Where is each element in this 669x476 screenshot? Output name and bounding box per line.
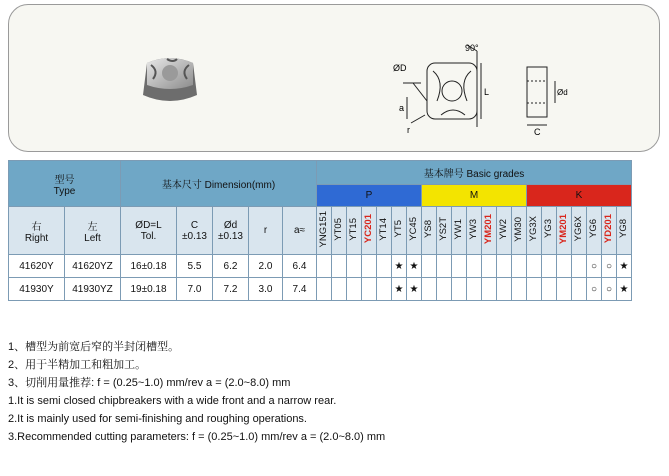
angle-label: 90° (465, 43, 479, 53)
grade-header (497, 207, 512, 255)
grade-header (422, 207, 437, 255)
grades-header: 基本牌号 Basic grades (317, 161, 632, 185)
d-cell: 6.2 (213, 255, 249, 278)
grade-mark-cell (347, 255, 362, 278)
grade-mark-cell (557, 278, 572, 301)
grade-header (482, 207, 497, 255)
grade-header (527, 207, 542, 255)
grade-header (617, 207, 632, 255)
group-p: P (317, 185, 422, 207)
note-cn-1: 1、槽型为前宽后窄的半封闭槽型。 (8, 341, 180, 353)
c-cell: 7.0 (177, 278, 213, 301)
grade-header (377, 207, 392, 255)
grade-mark-cell: ★ (407, 278, 422, 301)
grade-label: YM201 (558, 213, 569, 245)
grade-label: YG6 (588, 219, 599, 239)
grade-mark-cell (497, 278, 512, 301)
grade-mark-cell: ○ (602, 255, 617, 278)
grade-mark-cell: ★ (407, 255, 422, 278)
grade-mark-cell (437, 278, 452, 301)
grade-label: YT5 (393, 220, 404, 238)
grade-header (332, 207, 347, 255)
grade-mark-cell: ○ (587, 255, 602, 278)
dl-cell: 16±0.18 (121, 255, 177, 278)
notes (8, 338, 385, 446)
d-cell: 7.2 (213, 278, 249, 301)
grade-label: YG8 (618, 219, 629, 239)
grade-mark-cell (422, 278, 437, 301)
grade-header (557, 207, 572, 255)
grade-label: YC201 (363, 214, 374, 244)
c-header: C ±0.13 (177, 207, 213, 255)
grade-label: YT05 (333, 217, 344, 241)
phi-d-label: ØD (393, 63, 407, 73)
grade-mark-cell: ★ (392, 255, 407, 278)
grade-mark-cell (467, 255, 482, 278)
grade-label: YW2 (498, 218, 509, 240)
insert-photo (137, 49, 203, 115)
grade-mark-cell (377, 278, 392, 301)
grade-mark-cell (482, 255, 497, 278)
grade-label: YG3 (543, 219, 554, 239)
grade-label: YC45 (408, 217, 419, 241)
note-en-2: 2.It is mainly used for semi-finishing and roughing operations. (8, 413, 307, 425)
grade-label: YS2T (438, 217, 449, 241)
a-cell: 7.4 (283, 278, 317, 301)
grade-mark-cell (527, 278, 542, 301)
grade-mark-cell (452, 278, 467, 301)
left-header: 左 Left (65, 207, 121, 255)
grade-mark-cell: ★ (617, 255, 632, 278)
grade-mark-cell (512, 255, 527, 278)
grade-mark-cell (362, 255, 377, 278)
grade-header (392, 207, 407, 255)
note-cn-3: 3、切削用量推荐: f = (0.25~1.0) mm/rev a = (2.0~8.0) mm (8, 377, 291, 389)
group-k: K (527, 185, 632, 207)
grade-mark-cell (317, 255, 332, 278)
r-label: r (407, 125, 410, 135)
dimension-header: 基本尺寸 Dimension(mm) (121, 161, 317, 207)
grade-header (317, 207, 332, 255)
grade-mark-cell (557, 255, 572, 278)
grade-header (602, 207, 617, 255)
note-en-3: 3.Recommended cutting parameters: f = (0.25~1.0) mm/rev a = (2.0~8.0) mm (8, 431, 386, 443)
right-header: 右 Right (9, 207, 65, 255)
left-cell: 41620YZ (65, 255, 121, 278)
grade-label: YT15 (348, 217, 359, 241)
note-cn-2: 2、用于半精加工和粗加工。 (8, 359, 147, 371)
phi-d-small-label: Ød (557, 88, 568, 97)
grade-label: YM201 (483, 213, 494, 245)
grade-header (512, 207, 527, 255)
grade-label: YT14 (378, 217, 389, 241)
grade-header (572, 207, 587, 255)
right-cell: 41930Y (9, 278, 65, 301)
dl-header: ØD=L Tol. (121, 207, 177, 255)
a-cell: 6.4 (283, 255, 317, 278)
left-cell: 41930YZ (65, 278, 121, 301)
type-header: 型号 Type (9, 161, 121, 207)
product-image-panel (8, 4, 660, 152)
group-m: M (422, 185, 527, 207)
grade-label: YG6X (573, 216, 584, 242)
grade-mark-cell (347, 278, 362, 301)
a-label: a (399, 103, 405, 113)
grade-mark-cell (542, 255, 557, 278)
grade-mark-cell (542, 278, 557, 301)
c-label: C (534, 127, 541, 137)
grade-label: YD201 (603, 214, 614, 244)
grade-header (452, 207, 467, 255)
grade-mark-cell: ○ (602, 278, 617, 301)
grade-label: YW3 (468, 218, 479, 240)
grade-mark-cell (332, 255, 347, 278)
grade-mark-cell (317, 278, 332, 301)
d-header: Ød ±0.13 (213, 207, 249, 255)
grade-mark-cell (482, 278, 497, 301)
c-cell: 5.5 (177, 255, 213, 278)
grade-header (587, 207, 602, 255)
grade-mark-cell (377, 255, 392, 278)
grade-header (407, 207, 422, 255)
grade-label: YS8 (423, 220, 434, 238)
a-header: a≈ (283, 207, 317, 255)
grade-mark-cell (512, 278, 527, 301)
grade-label: YM30 (513, 216, 524, 242)
technical-drawing (381, 41, 601, 145)
r-cell: 2.0 (249, 255, 283, 278)
grade-mark-cell: ○ (587, 278, 602, 301)
grade-mark-cell (572, 255, 587, 278)
grade-header (362, 207, 377, 255)
grade-label: YW1 (453, 218, 464, 240)
grades-table (8, 160, 632, 301)
note-en-1: 1.It is semi closed chipbreakers with a wide front and a narrow rear. (8, 395, 337, 407)
l-label: L (484, 87, 490, 97)
grade-mark-cell (452, 255, 467, 278)
grade-mark-cell (467, 278, 482, 301)
grade-mark-cell: ★ (617, 278, 632, 301)
grade-mark-cell (527, 255, 542, 278)
r-cell: 3.0 (249, 278, 283, 301)
grade-header (542, 207, 557, 255)
grade-mark-cell (572, 278, 587, 301)
grade-label: YNG151 (318, 210, 329, 248)
grade-header (437, 207, 452, 255)
grade-mark-cell (332, 278, 347, 301)
grade-label: YG3X (528, 216, 539, 242)
grade-mark-cell (437, 255, 452, 278)
grade-mark-cell: ★ (392, 278, 407, 301)
r-header: r (249, 207, 283, 255)
right-cell: 41620Y (9, 255, 65, 278)
grade-mark-cell (497, 255, 512, 278)
grade-mark-cell (362, 278, 377, 301)
dl-cell: 19±0.18 (121, 278, 177, 301)
grade-header (467, 207, 482, 255)
grade-header (347, 207, 362, 255)
grade-mark-cell (422, 255, 437, 278)
